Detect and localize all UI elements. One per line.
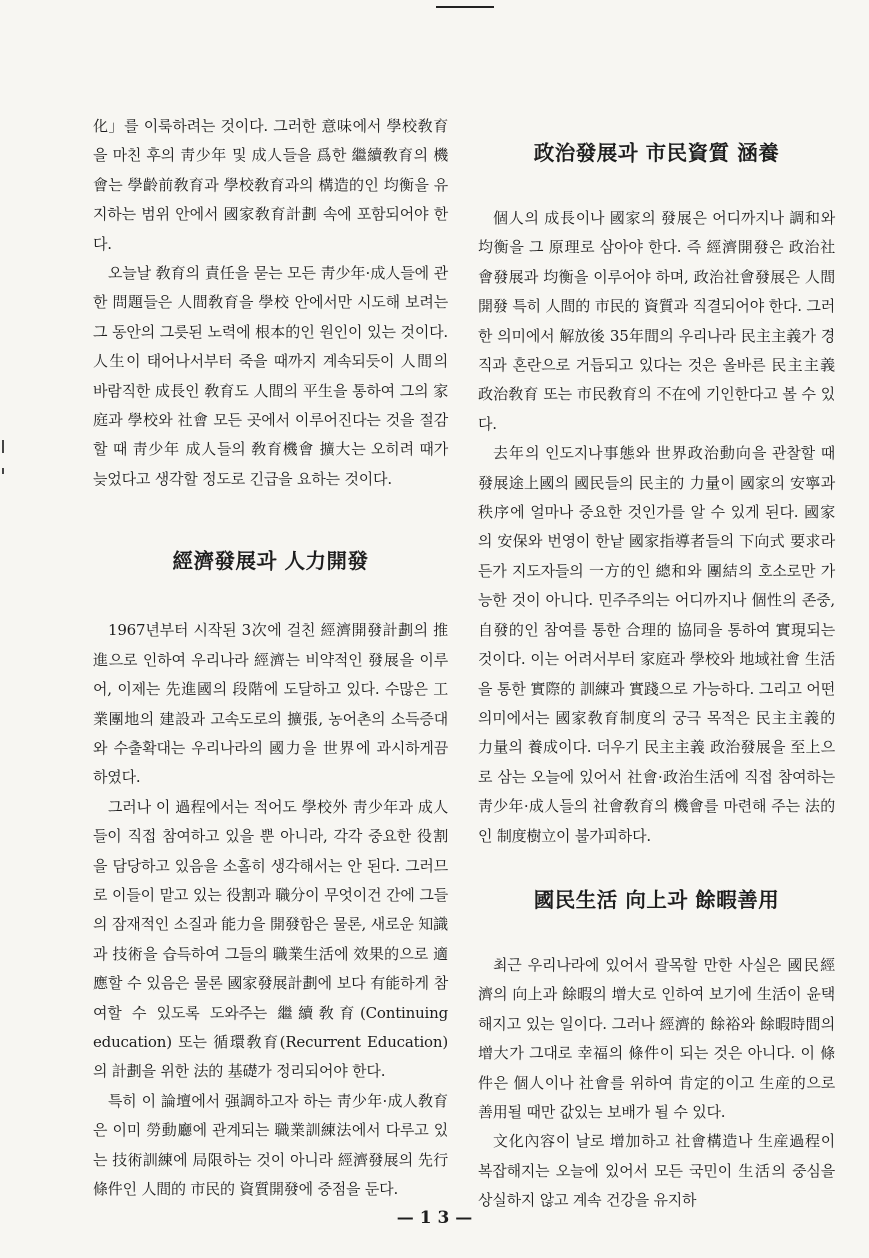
- section-heading: 國民生活 向上과 餘暇善用: [533, 887, 780, 912]
- section-heading: 政治發展과 市民資質 涵養: [533, 141, 780, 165]
- top-rule: [436, 6, 494, 8]
- paragraph: 1967년부터 시작된 3次에 걸친 經濟開發計劃의 推進으로 인하여 우리나라 經濟는 비약적인 發展을 이루어, 이제는 先進國의 段階에 도달하고 있다. 수많은 工業團地의 建設과 고속도로의 擴張, 농어촌의 소득증대와 수출확대는 우리나라의 國力을 世界에 과시하게끔 하였다.: [93, 621, 448, 787]
- right-column: [478, 136, 835, 1216]
- paragraph: 특히 이 論壇에서 强調하고자 하는 靑少年·成人敎育은 이미 勞動廳에 관계되는 職業訓練法에서 다루고 있는 技術訓練에 局限하는 것이 아니라 經濟發展의 先行條件인 人間的 市民的 資質開發에 중점을 둔다.: [93, 1091, 448, 1198]
- paragraph: 去年의 인도지나事態와 世界政治動向을 관찰할 때 發展途上國의 國民들의 民主的 力量이 國家의 安寧과 秩序에 얼마나 중요한 것인가를 알 수 있게 된다. 國家의 安保와 번영이 한낱 國家指導者들의 下向式 要求라든가 지도자들의 一方的인 總和와 團結의 호소로만 가능한 것이 아니다. 민주주의는 어디까지나 個性의 존중, 自發的인 참여를 통한 合理的 協同을 통하여 實現되는 것이다. 이는 어려서부터 家庭과 學校와 地域社會 生活을 통한 實際的 訓練과 實踐으로 가능하다. 그리고 어떤 의미에서는 國家敎育制度의 궁극 목적은 民主主義的 力量의 養成이다. 더우기 民主主義 政治發展을 至上으로 삼는 오늘에 있어서 社會·政治生活에 직접 참여하는 靑少年·成人들의 社會敎育의 機會를 마련해 주는 法的인 制度樹立이 불가피하다.: [478, 444, 835, 845]
- paragraph: 文化內容이 날로 增加하고 社會構造나 生産過程이 복잡해지는 오늘에 있어서 모든 국민이 生活의 중심을 상실하지 않고 계속 건강을 유지하: [478, 1132, 835, 1210]
- paragraph: 그러나 이 過程에서는 적어도 學校外 靑少年과 成人들이 직접 참여하고 있을 뿐 아니라, 각각 중요한 役割을 담당하고 있음을 소홀히 생각해서는 안 된다. 그러므로 이들이 맡고 있는 役割과 職分이 무엇이건 간에 그들의 잠재적인 소질과 能力을 開發함은 물론, 새로운 知識과 技術을 습득하여 그들의 職業生活에 效果的으로 適應할 수 있음은 물론 國家發展計劃에 보다 有能하게 참여할 수 있도록 도와주는 繼續敎育(Continuing education) 또는 循環敎育(Recurrent Education)의 計劃을 위한 法的 基礎가 정리되어야 한다.: [93, 797, 448, 1081]
- paragraph: 化」를 이룩하려는 것이다. 그러한 意味에서 學校敎育을 마친 후의 靑少年 및 成人들을 爲한 繼續敎育의 機會는 學齡前敎育과 學校敎育과의 構造的인 均衡을 유지하는 범위 안에서 國家敎育計劃 속에 포함되어야 한다.: [93, 117, 448, 253]
- left-column: [93, 112, 448, 1204]
- paragraph: 최근 우리나라에 있어서 괄목할 만한 사실은 國民經濟의 向上과 餘暇의 增大로 인하여 보기에 生活이 윤택해지고 있는 일이다. 그러나 經濟的 餘裕와 餘暇時間의 增大가 그대로 幸福의 條件이 되는 것은 아니다. 이 條件은 個人이나 社會를 위하여 肯定的이고 生産的으로 善用될 때만 값있는 보배가 될 수 있다.: [478, 955, 835, 1121]
- paragraph: 오늘날 敎育의 責任을 묻는 모든 靑少年·成人들에 관한 問題들은 人間敎育을 學校 안에서만 시도해 보려는 그 동안의 그릇된 노력에 根本的인 원인이 있는 것이다. 人生이 태어나서부터 죽을 때까지 계속되듯이 人間의 바람직한 成長인 敎育도 人間의 平生을 통하여 그의 家庭과 學校와 社會 모든 곳에서 이루어진다는 것을 절감할 때 靑少年 成人들의 敎育機會 擴大는 오히려 때가 늦었다고 생각할 정도로 긴급을 요하는 것이다.: [93, 264, 448, 488]
- margin-mark: [2, 468, 4, 474]
- section-heading: 經濟發展과 人力開發: [172, 549, 369, 574]
- paragraph: 個人의 成長이나 國家의 發展은 어디까지나 調和와 均衡을 그 原理로 삼아야 한다. 즉 經濟開發은 政治社會發展과 均衡을 이루어야 하며, 政治社會發展은 人間開發 특히 人間的 市民的 資質과 직결되어야 한다. 그러한 의미에서 解放後 35年間의 우리나라 民主主義가 경직과 혼란으로 거듭되고 있다는 것은 올바른 民主主義 政治敎育 또는 市民敎育의 不在에 기인한다고 볼 수 있다.: [478, 209, 835, 433]
- page-number: — 1 3 —: [396, 1208, 473, 1228]
- margin-mark: [2, 440, 4, 453]
